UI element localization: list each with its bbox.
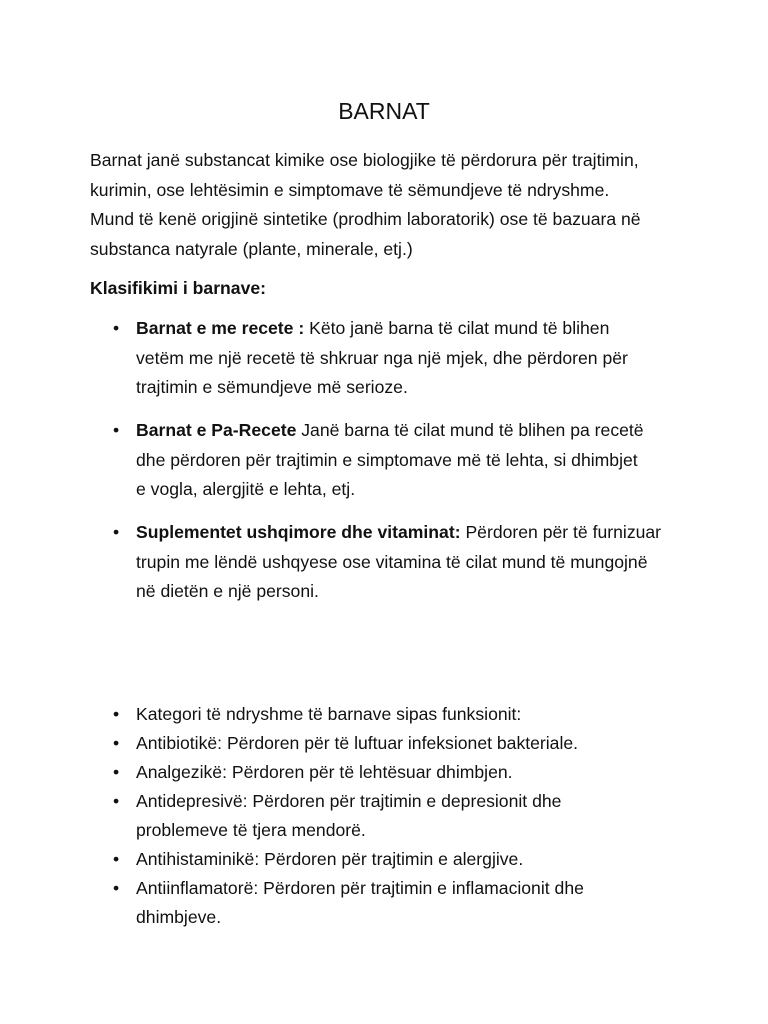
bullet-icon: •	[113, 733, 120, 753]
item-text: Kategori të ndryshme të barnave sipas funksionit:	[136, 704, 522, 724]
page-title: BARNAT	[338, 98, 430, 124]
bullet-icon: •	[113, 704, 120, 724]
term-label: Barnat e Pa-Recete	[136, 420, 297, 440]
intro-line: substanca natyrale (plante, minerale, etj.)	[90, 238, 413, 259]
item-text: Analgezikë: Përdoren për të lehtësuar dhimbjen.	[136, 762, 513, 782]
item-text: Antibiotikë: Përdoren për të luftuar infeksionet bakteriale.	[136, 733, 579, 753]
list-item	[0, 700, 768, 729]
bullet-icon: •	[113, 420, 120, 440]
item-text: e vogla, alergjitë e lehta, etj.	[136, 479, 356, 499]
bullet-icon: •	[113, 849, 120, 869]
list-item	[0, 416, 768, 505]
item-text: dhimbjeve.	[136, 907, 222, 927]
item-text: Antihistaminikë: Përdoren për trajtimin e alergjive.	[136, 849, 524, 869]
bullet-icon: •	[113, 878, 120, 898]
item-text: Këto janë barna të cilat mund të blihen	[304, 318, 610, 338]
intro-line: kurimin, ose lehtësimin e simptomave të sëmundjeve të ndryshme.	[90, 179, 610, 200]
list-item	[0, 314, 768, 403]
list-item	[0, 787, 768, 845]
item-text: problemeve të tjera mendorë.	[136, 820, 366, 840]
bullet-icon: •	[113, 522, 120, 542]
item-text: trajtimin e sëmundjeve më serioze.	[136, 377, 408, 397]
intro-line: Barnat janë substancat kimike ose biologjike të përdorura për trajtimin,	[90, 150, 639, 170]
list-item	[0, 518, 768, 607]
item-text: Janë barna të cilat mund të blihen pa recetë	[296, 420, 644, 440]
item-text: në dietën e një personi.	[136, 581, 319, 601]
classification-list	[0, 314, 768, 620]
intro-line: Mund të kenë origjinë sintetike (prodhim laboratorik) ose të bazuara në	[90, 209, 641, 229]
term-label: Suplementet ushqimore dhe vitaminat:	[136, 522, 461, 542]
categories-list	[0, 700, 768, 932]
intro-paragraph	[90, 146, 690, 264]
item-text: Antiinflamatorë: Përdoren për trajtimin e inflamacionit dhe	[136, 878, 584, 898]
term-label: Barnat e me recete :	[136, 318, 305, 338]
list-item	[0, 758, 768, 787]
item-text: vetëm me një recetë të shkruar nga një mjek, dhe përdoren për	[136, 347, 628, 368]
list-item	[0, 874, 768, 932]
bullet-icon: •	[113, 762, 120, 782]
item-text: Përdoren për të furnizuar	[460, 522, 662, 542]
bullet-icon: •	[113, 318, 120, 338]
item-text: Antidepresivë: Përdoren për trajtimin e depresionit dhe	[136, 791, 562, 811]
list-item	[0, 845, 768, 874]
list-item	[0, 729, 768, 758]
classification-heading: Klasifikimi i barnave:	[90, 278, 267, 298]
item-text: trupin me lëndë ushqyese ose vitamina të cilat mund të mungojnë	[136, 551, 648, 572]
bullet-icon: •	[113, 791, 120, 811]
item-text: dhe përdoren për trajtimin e simptomave më të lehta, si dhimbjet	[136, 449, 638, 470]
